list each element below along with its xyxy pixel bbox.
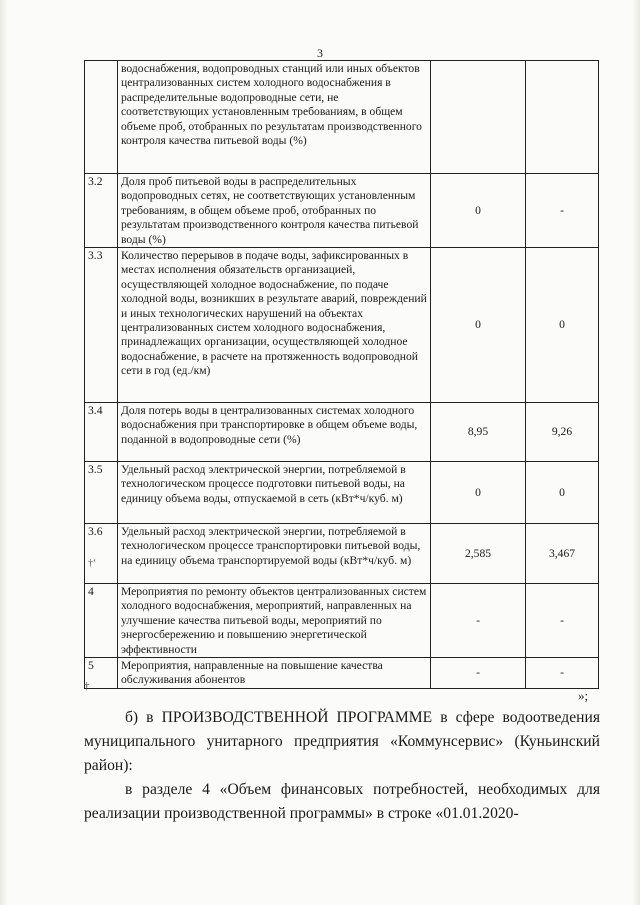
indicator-name: водоснабжения, водопроводных станций или иных объектов централизованных систем холодного водоснабжения в распределительные водопроводные сети, не соответствующих установленным требованиям, в общем объеме проб, отобранных по результатам производственного контроля качества питьевой воды (%) bbox=[118, 61, 431, 174]
table-row bbox=[85, 174, 599, 248]
row-number: 3.5 bbox=[85, 462, 118, 524]
value-fact: 0 bbox=[526, 462, 599, 524]
indicator-name: Доля потерь воды в централизованных системах холодного водоснабжения при транспортировке в общем объеме воды, поданной в водопроводные сети (%) bbox=[118, 403, 431, 462]
value-fact: - bbox=[526, 658, 599, 689]
indicator-name: Доля проб питьевой воды в распределительных водопроводных сетях, не соответствующих установленным требованиям, в общем объеме проб, отобранных по результатам производственного контроля качества питьевой воды (%) bbox=[118, 174, 431, 248]
value-fact: 9,26 bbox=[526, 403, 599, 462]
row-number: 3.6 bbox=[88, 525, 103, 539]
row-number: 5 bbox=[85, 658, 118, 689]
row-number: 3.2 bbox=[85, 174, 118, 248]
table-row bbox=[85, 403, 599, 462]
indicator-name: Удельный расход электрической энергии, потребляемой в технологическом процессе подготовки питьевой воды, на единицу объема воды, отпускаемой в сеть (кВт*ч/куб. м) bbox=[118, 462, 431, 524]
page-number: 3 bbox=[317, 46, 323, 60]
value-plan: 2,585 bbox=[431, 524, 526, 584]
paragraph-b-sewerage: б) в ПРОИЗВОДСТВЕННОЙ ПРОГРАММЕ в сфере водоотведения муниципального унитарного предприятия «Коммунсервис» (Куньинский район): bbox=[84, 709, 600, 774]
table-row bbox=[85, 248, 599, 403]
value-plan: 0 bbox=[431, 462, 526, 524]
scan-mark: † bbox=[84, 680, 90, 692]
row-number bbox=[85, 61, 118, 174]
table-row bbox=[85, 658, 599, 689]
value-plan: 0 bbox=[431, 174, 526, 248]
value-fact: - bbox=[526, 174, 599, 248]
value-plan bbox=[431, 61, 526, 174]
value-plan: - bbox=[431, 584, 526, 658]
indicator-name: Удельный расход электрической энергии, потребляемой в технологическом процессе транспортировки питьевой воды, на единицу объема транспортируемой воды (кВт*ч/куб. м) bbox=[118, 524, 431, 584]
indicator-name: Мероприятия, направленные на повышение качества обслуживания абонентов bbox=[118, 658, 431, 689]
table-row bbox=[85, 524, 599, 584]
table-row bbox=[85, 61, 599, 174]
value-plan: - bbox=[431, 658, 526, 689]
closing-quote: »; bbox=[578, 688, 589, 703]
value-fact bbox=[526, 61, 599, 174]
row-number-cell bbox=[85, 524, 118, 584]
value-fact: - bbox=[526, 584, 599, 658]
scan-edge-right bbox=[632, 0, 640, 905]
paragraph-section-4: в разделе 4 «Объем финансовых потребностей, необходимых для реализации производственной программы» в строке «01.01.2020- bbox=[84, 781, 600, 822]
indicator-name: Мероприятия по ремонту объектов централизованных систем холодного водоснабжения, мероприятий, направленных на улучшение качества питьевой воды, мероприятий по энергосбережению и повышению энергетической эффективности bbox=[118, 584, 431, 658]
handwritten-mark: †‘ bbox=[88, 558, 97, 570]
value-fact: 3,467 bbox=[526, 524, 599, 584]
row-number: 4 bbox=[85, 584, 118, 658]
indicators-table bbox=[84, 60, 599, 689]
indicators-table-body bbox=[85, 61, 599, 689]
value-fact: 0 bbox=[526, 248, 599, 403]
value-plan: 0 bbox=[431, 248, 526, 403]
table-row bbox=[85, 584, 599, 658]
row-number: 3.3 bbox=[85, 248, 118, 403]
scan-edge-left bbox=[0, 0, 8, 905]
row-number: 3.4 bbox=[85, 403, 118, 462]
table-row bbox=[85, 462, 599, 524]
indicator-name: Количество перерывов в подаче воды, зафиксированных в местах исполнения обязательств организацией, осуществляющей холодное водоснабжение, по подаче холодной воды, возникших в результате аварий, повреждений и иных технологических нарушений на объектах централизованных систем холодного водоснабжения, принадлежащих организации, осуществляющей холодное водоснабжение, в расчете на протяженность водопроводной сети в год (ед./км) bbox=[118, 248, 431, 403]
value-plan: 8,95 bbox=[431, 403, 526, 462]
